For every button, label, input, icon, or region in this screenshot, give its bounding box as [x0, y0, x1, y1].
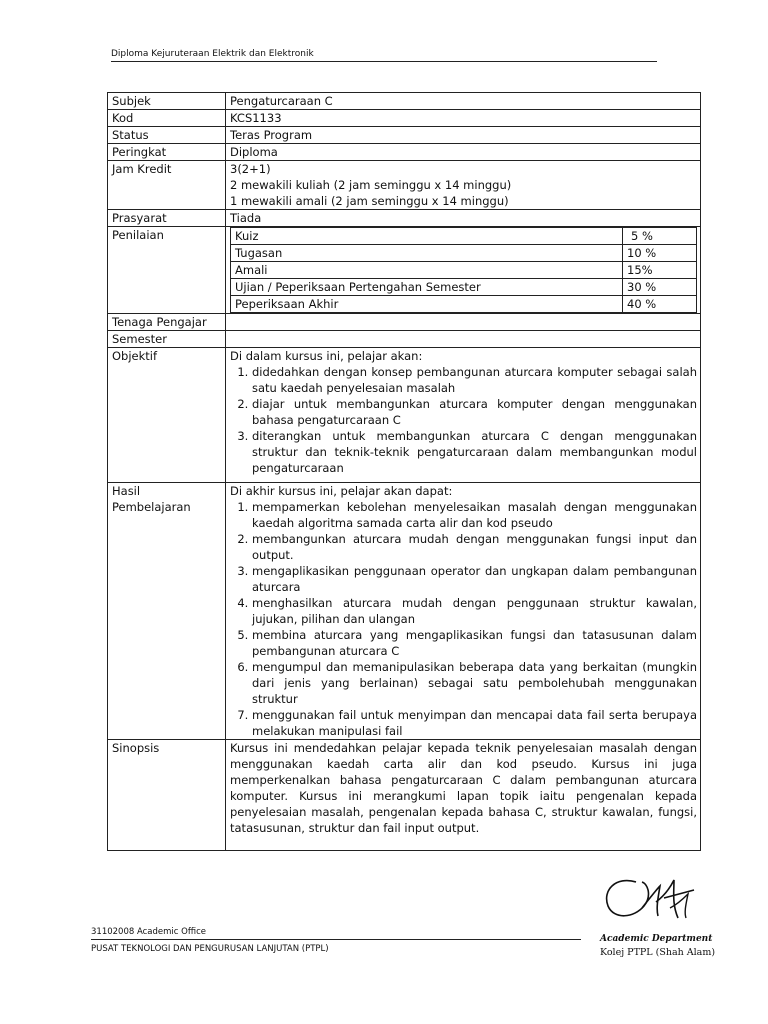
row-status	[108, 127, 701, 144]
row-tenaga-pengajar	[108, 314, 701, 331]
row-prasyarat	[108, 210, 701, 227]
footer-organization: PUSAT TEKNOLOGI DAN PENGURUSAN LANJUTAN (PTPL)	[91, 944, 329, 954]
college-name: Kolej PTPL (Shah Alam)	[600, 947, 716, 958]
row-kod	[108, 110, 701, 127]
assessment-percent: 10 %	[623, 245, 697, 262]
row-peringkat	[108, 144, 701, 161]
label-objektif: Objektif	[108, 348, 226, 483]
value-prasyarat: Tiada	[226, 210, 701, 227]
assessment-name: Ujian / Peperiksaan Pertengahan Semester	[231, 279, 623, 296]
academic-department: Academic Department	[600, 934, 713, 944]
label-status: Status	[108, 127, 226, 144]
assessment-row	[231, 245, 697, 262]
value-sinopsis: Kursus ini mendedahkan pelajar kepada teknik penyelesaian masalah dengan menggunakan kaedah carta alir dan kod pseudo. Kursus ini juga memperkenalkan bahasa pengaturcaraan C dalam pembangunan aturcara komputer. Kursus ini merangkumi lapan topik iaitu pengenalan kepada penyelesaian masalah, pengenalan kepada bahasa C, struktur kawalan, fungsi, tatasusunan, struktur dan fail input output.	[226, 740, 701, 851]
value-tenaga-pengajar	[226, 314, 701, 331]
row-penilaian	[108, 227, 701, 314]
list-item: 2. membangunkan aturcara mudah dengan menggunakan fungsi input dan output.	[252, 531, 697, 563]
assessment-percent: 15%	[623, 262, 697, 279]
assessment-name: Peperiksaan Akhir	[231, 296, 623, 313]
label-semester: Semester	[108, 331, 226, 348]
row-objektif	[108, 348, 701, 483]
value-status: Teras Program	[226, 127, 701, 144]
assessment-row	[231, 296, 697, 313]
value-jam-kredit	[226, 161, 701, 210]
assessment-percent: 5 %	[623, 228, 697, 245]
objektif-intro: Di dalam kursus ini, pelajar akan:	[230, 349, 423, 363]
jam-kredit-line: 1 mewakili amali (2 jam seminggu x 14 minggu)	[230, 194, 509, 208]
assessment-percent: 30 %	[623, 279, 697, 296]
footer-divider	[91, 939, 581, 940]
jam-kredit-line: 2 mewakili kuliah (2 jam seminggu x 14 minggu)	[230, 178, 512, 192]
value-hasil-pembelajaran	[226, 483, 701, 740]
label-kod: Kod	[108, 110, 226, 127]
value-semester	[226, 331, 701, 348]
assessment-table	[230, 227, 697, 313]
list-item: 3. mengaplikasikan penggunaan operator dan ungkapan dalam pembangunan aturcara	[252, 563, 697, 595]
assessment-percent: 40 %	[623, 296, 697, 313]
header-divider	[111, 61, 657, 62]
label-peringkat: Peringkat	[108, 144, 226, 161]
value-subjek: Pengaturcaraan C	[226, 93, 701, 110]
label-hasil-line2: Pembelajaran	[112, 500, 191, 514]
assessment-name: Kuiz	[231, 228, 623, 245]
page-header: Diploma Kejuruteraan Elektrik dan Elektronik	[111, 49, 314, 59]
row-semester	[108, 331, 701, 348]
assessment-row	[231, 228, 697, 245]
label-tenaga-pengajar: Tenaga Pengajar	[108, 314, 226, 331]
row-jam-kredit	[108, 161, 701, 210]
list-item: 1. didedahkan dengan konsep pembangunan aturcara komputer sebagai salah satu kaedah penyelesaian masalah	[252, 364, 697, 396]
footer-code: 31102008 Academic Office	[91, 927, 206, 937]
value-kod: KCS1133	[226, 110, 701, 127]
signature-icon	[598, 868, 708, 928]
assessment-row	[231, 279, 697, 296]
label-prasyarat: Prasyarat	[108, 210, 226, 227]
list-item: 4. menghasilkan aturcara mudah dengan penggunaan struktur kawalan, jujukan, pilihan dan ulangan	[252, 595, 697, 627]
label-hasil-line1: Hasil	[112, 484, 141, 498]
list-item: 5. membina aturcara yang mengaplikasikan fungsi dan tatasusunan dalam pembangunan aturcara C	[252, 627, 697, 659]
label-sinopsis: Sinopsis	[108, 740, 226, 851]
row-subjek	[108, 93, 701, 110]
value-objektif	[226, 348, 701, 483]
label-jam-kredit: Jam Kredit	[108, 161, 226, 210]
label-penilaian: Penilaian	[108, 227, 226, 314]
jam-kredit-line: 3(2+1)	[230, 162, 271, 176]
hasil-intro: Di akhir kursus ini, pelajar akan dapat:	[230, 484, 453, 498]
row-sinopsis	[108, 740, 701, 851]
assessment-name: Tugasan	[231, 245, 623, 262]
value-penilaian	[226, 227, 701, 314]
course-info-table	[107, 92, 701, 851]
list-item: 3. diterangkan untuk membangunkan aturcara C dengan menggunakan struktur dan teknik-teknik pengaturcaraan dalam membangunkan modul pengaturcaraan	[252, 428, 697, 476]
row-hasil-pembelajaran	[108, 483, 701, 740]
objektif-list	[230, 364, 697, 476]
label-hasil-pembelajaran	[108, 483, 226, 740]
assessment-name: Amali	[231, 262, 623, 279]
assessment-row	[231, 262, 697, 279]
list-item: 6. mengumpul dan memanipulasikan beberapa data yang berkaitan (mungkin dari jenis yang berlainan) sebagai satu pembolehubah menggunakan struktur	[252, 659, 697, 707]
list-item: 2. diajar untuk membangunkan aturcara komputer dengan menggunakan bahasa pengaturcaraan C	[252, 396, 697, 428]
hasil-list	[230, 499, 697, 739]
list-item: 1. mempamerkan kebolehan menyelesaikan masalah dengan menggunakan kaedah algoritma samada carta alir dan kod pseudo	[252, 499, 697, 531]
list-item: 7. menggunakan fail untuk menyimpan dan mencapai data fail serta berupaya melakukan manipulasi fail	[252, 707, 697, 739]
label-subjek: Subjek	[108, 93, 226, 110]
value-peringkat: Diploma	[226, 144, 701, 161]
